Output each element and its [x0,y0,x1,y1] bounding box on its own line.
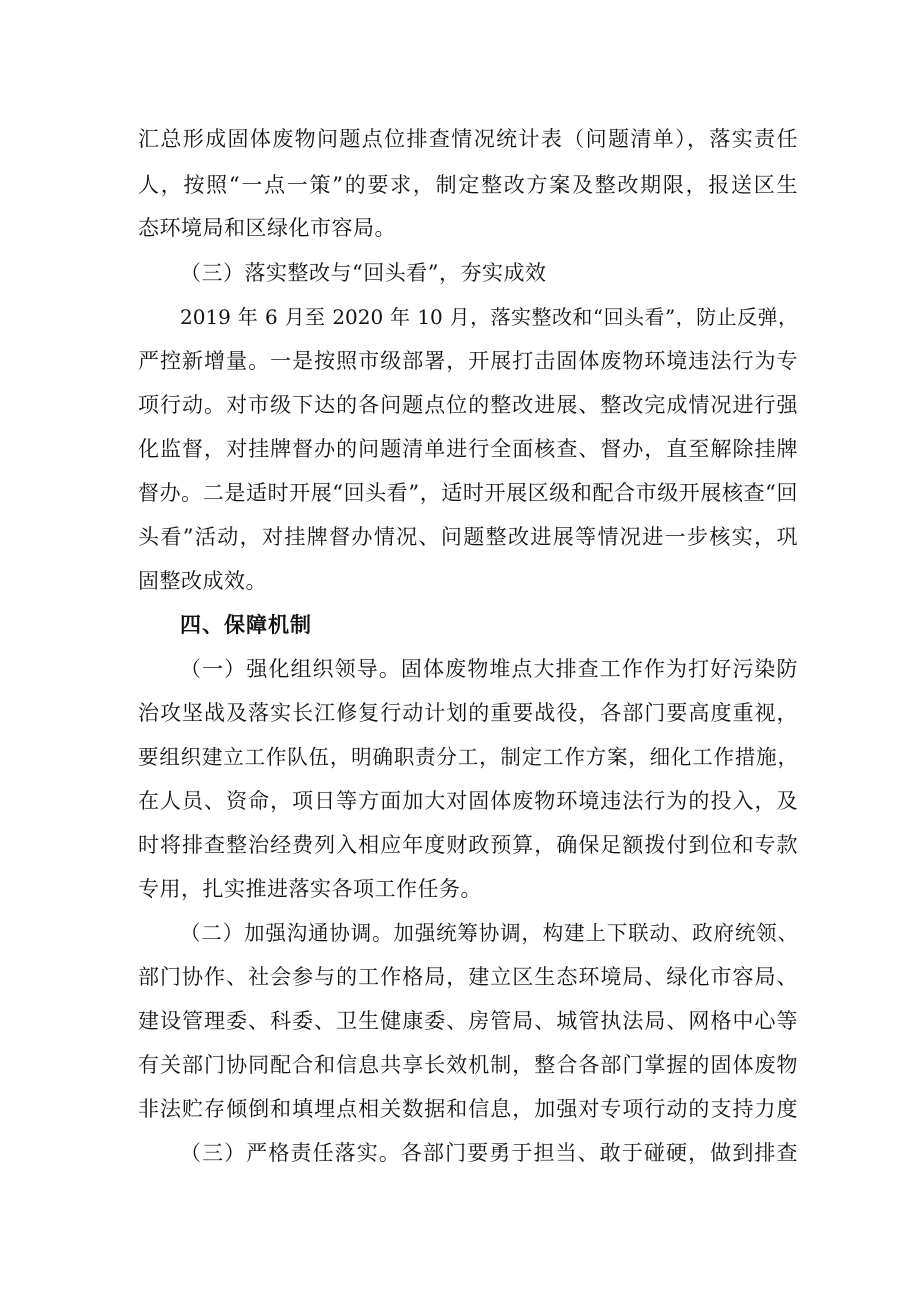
paragraph-line: 要组织建立工作队伍，明确职责分工，制定工作方案，细化工作措施， [138,745,798,769]
paragraph-line: 部门协作、社会参与的工作格局，建立区生态环境局、绿化市容局、 [138,965,798,989]
paragraph-line: （一）强化组织领导。固体废物堆点大排查工作作为打好污染防 [180,657,798,681]
paragraph-line: 专用，扎实推进落实各项工作任务。 [138,877,482,901]
paragraph-line: 项行动。对市级下达的各问题点位的整改进展、整改完成情况进行强 [138,393,798,417]
paragraph-line: （二）加强沟通协调。加强统筹协调，构建上下联动、政府统领、 [180,921,798,945]
paragraph-line: 在人员、资命，项日等方面加大对固体废物环境违法行为的投入，及 [138,789,798,813]
paragraph-line: 化监督，对挂牌督办的问题清单进行全面核查、督办，直至解除挂牌 [138,437,798,461]
paragraph-line: 时将排查整治经费列入相应年度财政预算，确保足额拨付到位和专款 [138,833,798,857]
paragraph-line: 建设管理委、科委、卫生健康委、房管局、城管执法局、网格中心等 [138,1009,798,1033]
paragraph-line: （三）严格责任落实。各部门要勇于担当、敢于碰硬，做到排查 [180,1141,798,1165]
section-heading: 四、保障机制 [180,613,312,637]
paragraph-line: 态环境局和区绿化市容局。 [138,216,396,240]
paragraph-line: 非法贮存倾倒和填埋点相关数据和信息，加强对专项行动的支持力度 [138,1097,798,1121]
paragraph-line: 人，按照“一点一策”的要求，制定整改方案及整改期限，报送区生 [138,173,798,197]
paragraph-line: 督办。二是适时开展“回头看”，适时开展区级和配合市级开展核查“回 [138,481,798,505]
paragraph-line: 严控新增量。一是按照市级部署，开展打击固体废物环境违法行为专 [138,349,798,373]
paragraph-line: 治攻坚战及落实长江修复行动计划的重要战役，各部门要高度重视， [138,701,798,725]
subheading: （三）落实整改与“回头看”，夯实成效 [180,261,547,285]
paragraph-line: 汇总形成固体废物问题点位排查情况统计表（问题清单），落实责任 [138,127,798,151]
paragraph-line: 头看”活动，对挂牌督办情况、问题整改进展等情况进一步核实，巩 [138,525,798,549]
paragraph-line: 有关部门协同配合和信息共享长效机制，整合各部门掌握的固体废物 [138,1053,798,1077]
paragraph-line: 固整改成效。 [138,569,267,593]
paragraph-line: 2019 年 6 月至 2020 年 10 月，落实整改和“回头看”，防止反弹， [180,305,798,329]
